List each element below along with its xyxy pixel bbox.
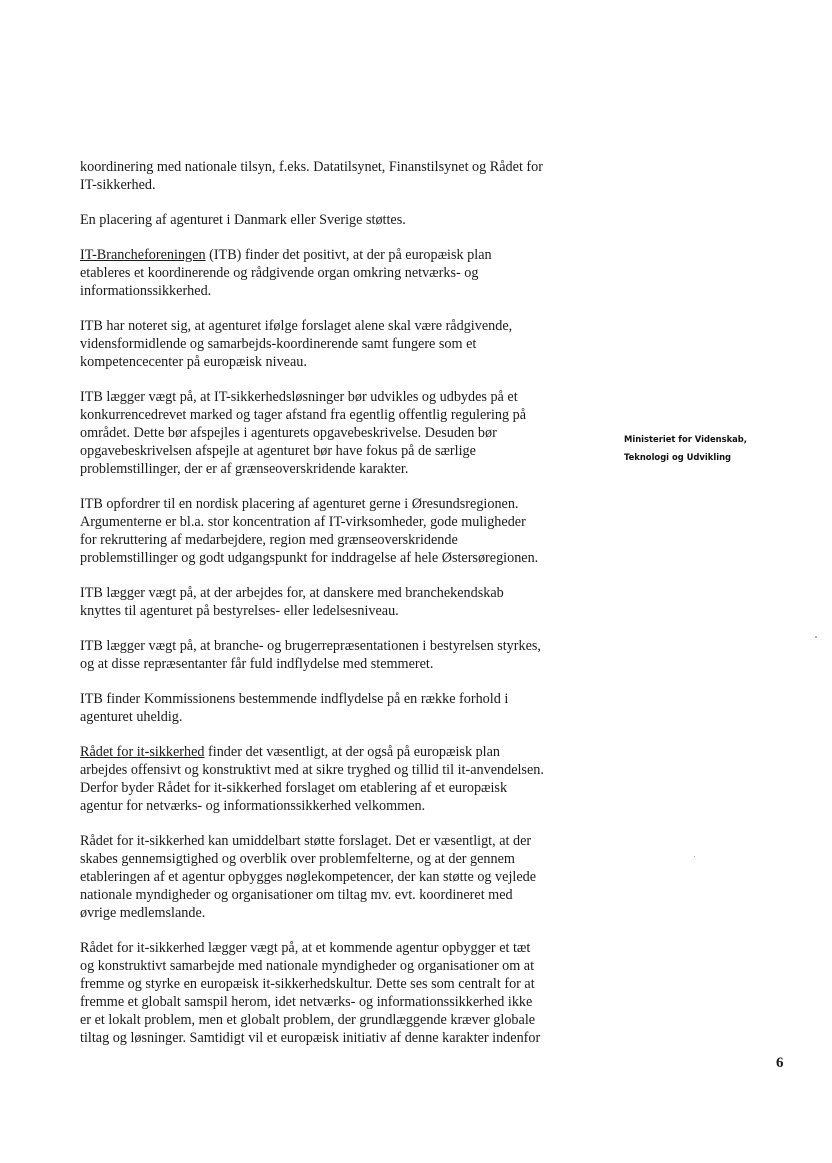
text-line: øvrige medlemslande.: [80, 905, 206, 921]
text-line: En placering af agenturet i Danmark eller Sverige støttes.: [80, 212, 406, 228]
text-line: er et lokalt problem, men et globalt problem, der grundlæggende kræver globale: [80, 1012, 536, 1028]
text-line: agenturet uheldig.: [80, 709, 183, 725]
text-line: [80, 246, 600, 264]
paragraph: [80, 211, 600, 229]
document-body: [80, 158, 600, 1064]
paragraph: [80, 495, 600, 567]
text-line: informationssikkerhed.: [80, 283, 212, 299]
text-line: [80, 743, 600, 761]
ministry-name-line: Ministeriet for Videnskab,: [624, 434, 747, 444]
text-line: ITB lægger vægt på, at IT-sikkerhedsløsninger bør udvikles og udbydes på et: [80, 389, 518, 405]
text-line: etableres et koordinerende og rådgivende organ omkring netværks- og: [80, 265, 479, 281]
text-line: nationale myndigheder og organisationer om tiltag mv. evt. koordineret med: [80, 887, 513, 903]
paragraph: [80, 584, 600, 620]
text-fragment: finder det væsentligt, at der også på europæisk plan: [204, 744, 501, 760]
text-line: Argumenterne er bl.a. stor koncentration af IT-virksomheder, gode muligheder: [80, 514, 526, 530]
text-line: tiltag og løsninger. Samtidigt vil et europæisk initiativ af denne karakter indenfor: [80, 1030, 541, 1046]
text-line: Rådet for it-sikkerhed kan umiddelbart støtte forslaget. Det er væsentligt, at der: [80, 833, 532, 849]
text-line: fremme og styrke en europæisk it-sikkerhedskultur. Dette ses som centralt for at: [80, 976, 535, 992]
page-number: 6: [776, 1055, 784, 1071]
text-line: vidensformidlende og samarbejds-koordinerende samt fungere som et: [80, 336, 477, 352]
paragraph: [80, 832, 600, 922]
organization-name: Rådet for it-sikkerhed: [80, 744, 205, 760]
paragraph: [80, 690, 600, 726]
text-line: etableringen af et agentur opbygges nøglekompetencer, der kan støtte og vejlede: [80, 869, 537, 885]
text-line: Rådet for it-sikkerhed lægger vægt på, at et kommende agentur opbygger et tæt: [80, 940, 531, 956]
text-line: knyttes til agenturet på bestyrelses- eller ledelsesniveau.: [80, 603, 399, 619]
text-line: ITB lægger vægt på, at der arbejdes for, at danskere med branchekendskab: [80, 585, 504, 601]
text-line: skabes gennemsigtighed og overblik over problemfelterne, og at der gennem: [80, 851, 515, 867]
text-line: arbejdes offensivt og konstruktivt med at sikre tryghed og tillid til it-anvendelsen.: [80, 762, 544, 778]
scan-speck: [815, 636, 817, 638]
paragraph: [80, 158, 600, 194]
text-line: IT-sikkerhed.: [80, 177, 156, 193]
text-line: kompetencecenter på europæisk niveau.: [80, 354, 307, 370]
text-line: og at disse repræsentanter får fuld indflydelse med stemmeret.: [80, 656, 434, 672]
text-line: agentur for netværks- og informationssikkerhed velkommen.: [80, 798, 426, 814]
text-line: området. Dette bør afspejles i agenturets opgavebeskrivelse. Desuden bør: [80, 425, 497, 441]
text-line: ITB opfordrer til en nordisk placering af agenturet gerne i Øresundsregionen.: [80, 496, 519, 512]
text-line: opgavebeskrivelsen afspejle at agenturet bør have fokus på de særlige: [80, 443, 476, 459]
paragraph-it-brancheforeningen: [80, 246, 600, 300]
text-fragment: (ITB) finder det positivt, at der på europæisk plan: [205, 247, 492, 263]
text-line: ITB lægger vægt på, at branche- og brugerrepræsentationen i bestyrelsen styrkes,: [80, 638, 541, 654]
text-line: problemstillinger, der er af grænseoverskridende karakter.: [80, 461, 409, 477]
paragraph: [80, 939, 600, 1047]
paragraph: [80, 388, 600, 478]
organization-name: IT-Brancheforeningen: [80, 247, 206, 263]
paragraph: [80, 637, 600, 673]
ministry-sender-block: [624, 430, 824, 466]
scan-speck: [694, 856, 695, 857]
text-line: fremme et globalt samspil herom, idet netværks- og informationssikkerhed ikke: [80, 994, 533, 1010]
text-line: Derfor byder Rådet for it-sikkerhed forslaget om etablering af et europæisk: [80, 780, 508, 796]
text-line: ITB finder Kommissionens bestemmende indflydelse på en række forhold i: [80, 691, 509, 707]
text-line: ITB har noteret sig, at agenturet ifølge forslaget alene skal være rådgivende,: [80, 318, 513, 334]
text-line: for rekruttering af medarbejdere, region med grænseoverskridende: [80, 532, 458, 548]
paragraph: [80, 317, 600, 371]
text-line: problemstillinger og godt udgangspunkt for inddragelse af hele Østersøregionen.: [80, 550, 539, 566]
text-line: og konstruktivt samarbejde med nationale myndigheder og organisationer om at: [80, 958, 535, 974]
text-line: koordinering med nationale tilsyn, f.eks. Datatilsynet, Finanstilsynet og Rådet for: [80, 159, 543, 175]
text-line: konkurrencedrevet marked og tager afstand fra egentlig offentlig regulering på: [80, 407, 527, 423]
ministry-name-line: Teknologi og Udvikling: [624, 452, 732, 462]
paragraph-raadet-for-it-sikkerhed: [80, 743, 600, 815]
